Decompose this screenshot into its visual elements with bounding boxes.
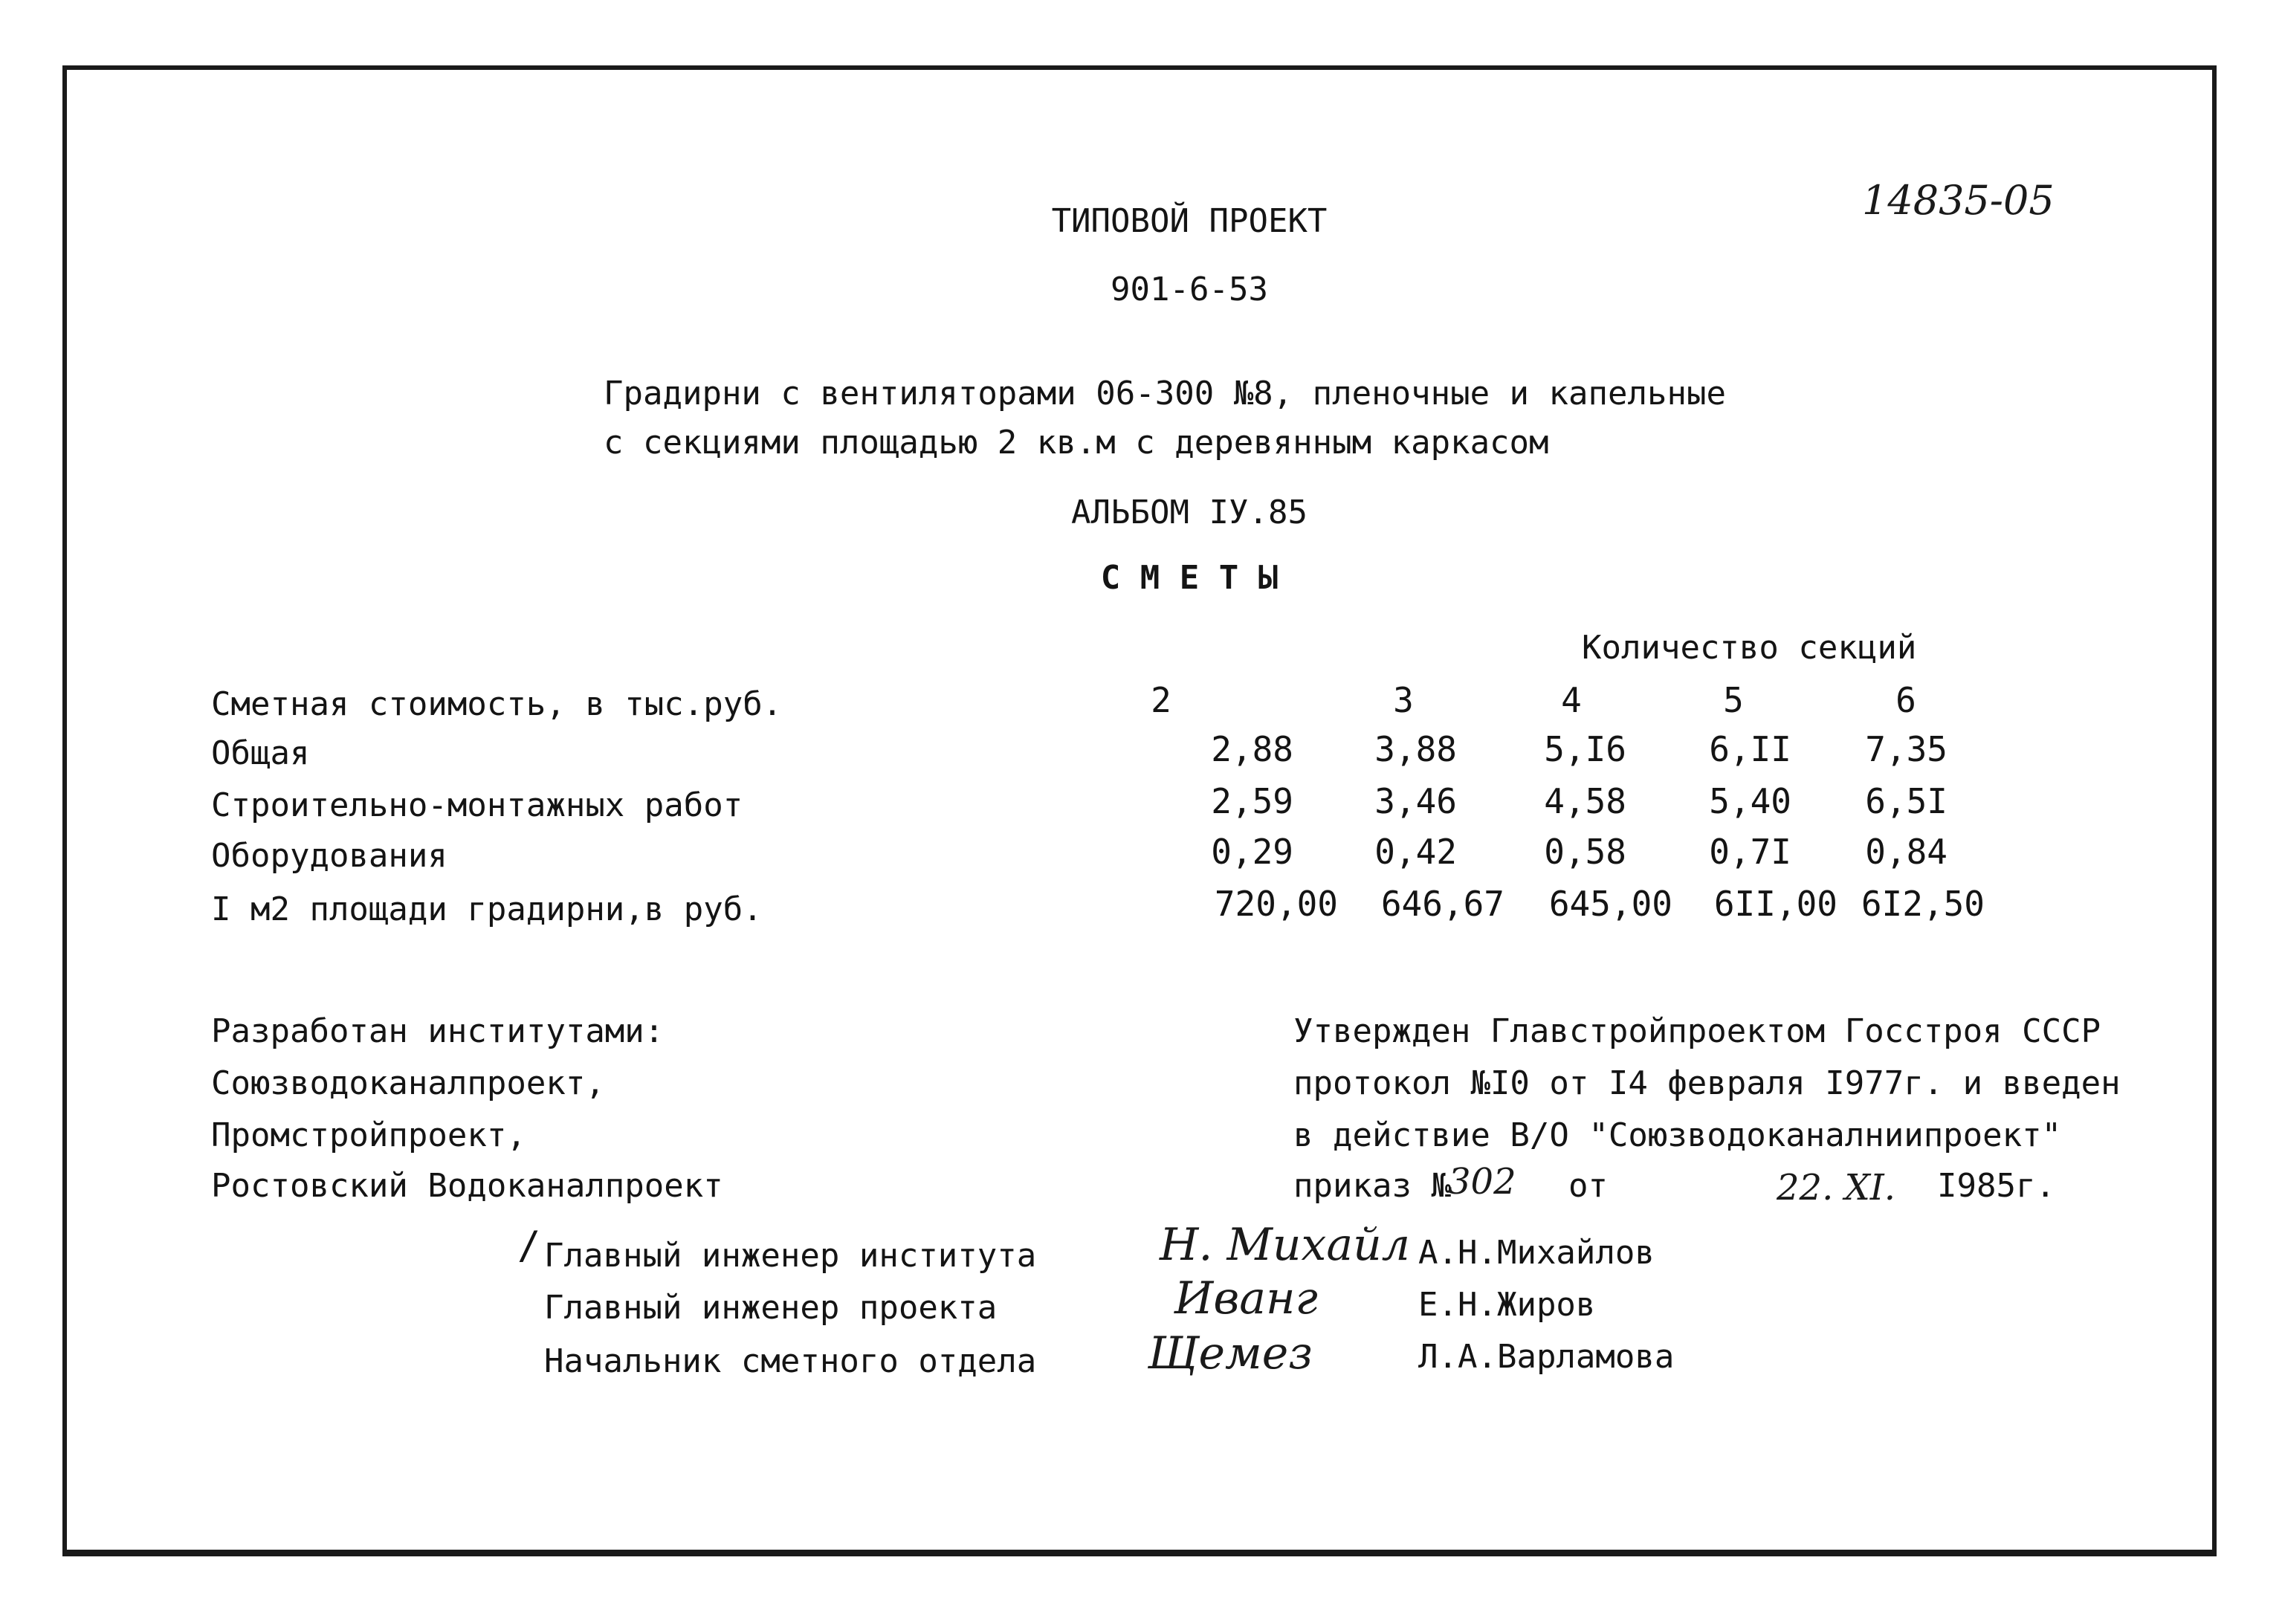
column-header: 3 xyxy=(1393,680,1414,720)
order-date: 22. XI. xyxy=(1777,1167,1895,1209)
title-line-2: с секциями площадью 2 кв.м с деревянным каркасом xyxy=(604,424,1549,462)
title-line-1: Градирни с вентиляторами 06-300 №8, пленочные и капельные xyxy=(604,375,1726,413)
table-cell: 645,00 xyxy=(1548,884,1672,924)
signatory-role: Главный инженер института xyxy=(544,1237,1037,1275)
handwritten-signature: Иванг xyxy=(1174,1272,1318,1324)
table-row-label: Оборудования xyxy=(211,837,447,875)
table-cell: 0,84 xyxy=(1865,832,1948,872)
table-cell: 5,I6 xyxy=(1544,729,1626,769)
developers-heading: Разработан институтами: xyxy=(211,1012,665,1050)
developer-item: Промстройпроект, xyxy=(211,1116,526,1154)
table-cell: 4,58 xyxy=(1544,781,1626,821)
table-row-label: Общая xyxy=(211,734,310,772)
order-year: I985г. xyxy=(1937,1167,2055,1205)
signatory-name: А.Н.Михайлов xyxy=(1418,1234,1655,1272)
project-code: 901-6-53 xyxy=(1111,271,1268,308)
table-cell: 5,40 xyxy=(1709,781,1791,821)
approval-line-1: Утвержден Главстройпроектом Госстроя СССР xyxy=(1293,1012,2101,1050)
column-group-header: Количество секций xyxy=(1582,629,1917,667)
table-cell: 720,00 xyxy=(1214,884,1338,924)
table-cell: 2,59 xyxy=(1211,781,1293,821)
table-cell: 6I2,50 xyxy=(1861,884,1985,924)
signatory-role: Главный инженер проекта xyxy=(544,1289,998,1327)
column-header: 2 xyxy=(1151,680,1171,720)
row-label-header: Сметная стоимость, в тыс.руб. xyxy=(211,685,783,723)
order-from-label: от xyxy=(1568,1167,1608,1205)
document-number: 14835-05 xyxy=(1862,177,2055,224)
table-cell: 646,67 xyxy=(1380,884,1504,924)
table-cell: 0,29 xyxy=(1211,832,1293,872)
table-cell: 6,II xyxy=(1709,729,1791,769)
developer-item: Ростовский Водоканалпроект xyxy=(211,1167,723,1205)
order-label: приказ № xyxy=(1293,1167,1451,1205)
table-row-label: Строительно-монтажных работ xyxy=(211,786,743,824)
developer-item: Союзводоканалпроект, xyxy=(211,1064,605,1102)
table-cell: 6II,00 xyxy=(1713,884,1837,924)
handwritten-signature: Н. Михайл xyxy=(1160,1219,1411,1271)
column-header: 5 xyxy=(1723,680,1744,720)
approval-line-2: протокол №I0 от I4 февраля I977г. и введен xyxy=(1293,1064,2121,1102)
table-cell: 7,35 xyxy=(1865,729,1948,769)
order-number: 302 xyxy=(1448,1161,1516,1203)
handwritten-signature: Щемез xyxy=(1148,1327,1313,1379)
project-type: ТИПОВОЙ ПРОЕКТ xyxy=(1051,202,1328,240)
column-header: 6 xyxy=(1895,680,1916,720)
signatory-name: Е.Н.Жиров xyxy=(1418,1286,1596,1324)
signatory-role: Начальник сметного отдела xyxy=(544,1342,1037,1380)
table-row-label: I м2 площади градирни,в руб. xyxy=(211,890,763,928)
section-title: С М Е Т Ы xyxy=(1100,559,1279,597)
table-cell: 3,88 xyxy=(1374,729,1457,769)
approval-line-3: в действие В/О "Союзводоканалниипроект" xyxy=(1293,1116,2062,1154)
signature-mark: / xyxy=(517,1223,541,1268)
column-header: 4 xyxy=(1561,680,1582,720)
table-cell: 6,5I xyxy=(1865,781,1948,821)
signatory-name: Л.А.Варламова xyxy=(1418,1338,1675,1376)
table-cell: 2,88 xyxy=(1211,729,1293,769)
table-cell: 0,58 xyxy=(1544,832,1626,872)
album-title: АЛЬБОМ IУ.85 xyxy=(1071,494,1308,531)
table-cell: 0,7I xyxy=(1709,832,1791,872)
table-cell: 0,42 xyxy=(1374,832,1457,872)
table-cell: 3,46 xyxy=(1374,781,1457,821)
